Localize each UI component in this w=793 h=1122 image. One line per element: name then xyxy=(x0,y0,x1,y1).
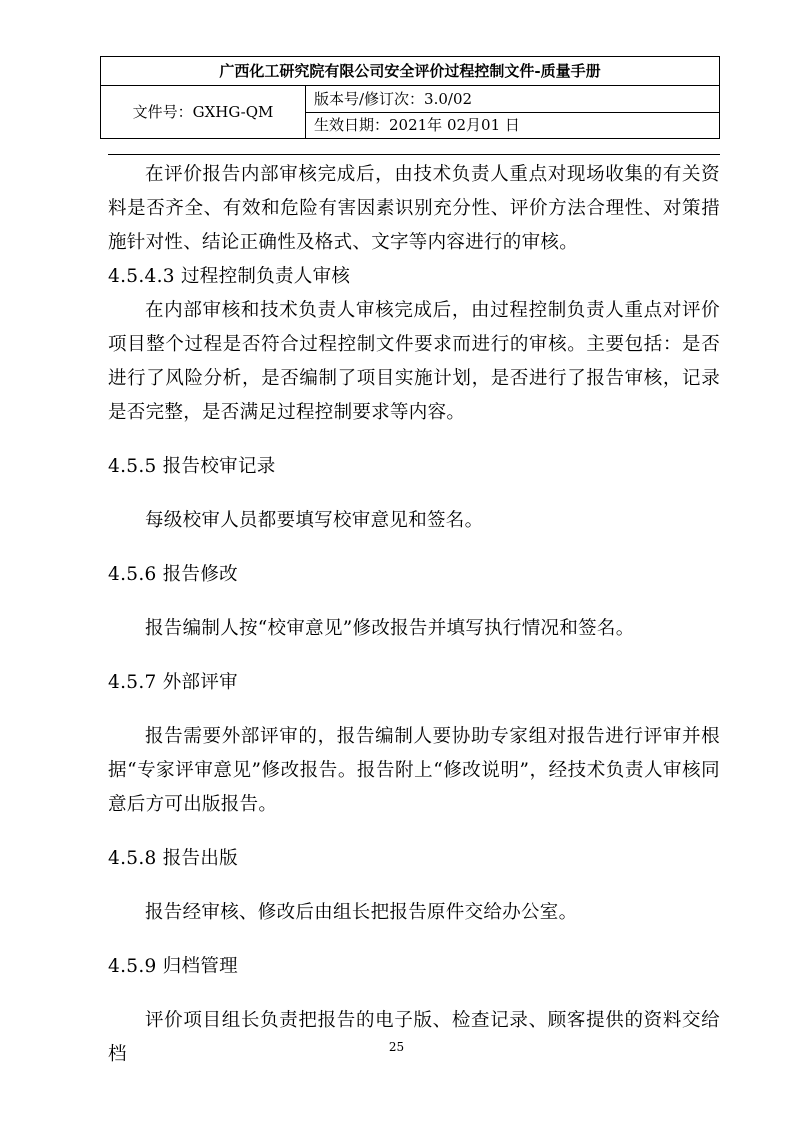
paragraph-process-control-review: 在内部审核和技术负责人审核完成后，由过程控制负责人重点对评价项目整个过程是否符合过程控制文件要求而进行的审核。主要包括：是否进行了风险分析，是否编制了项目实施计划，是否进行了报告审核，记录是否完整，是否满足过程控制要求等内容。 xyxy=(108,300,720,423)
page-number: 25 xyxy=(388,1040,405,1054)
paragraph-external-review: 报告需要外部评审的，报告编制人要协助专家组对报告进行评审并根据“专家评审意见”修改报告。报告附上“修改说明”，经技术负责人审核同意后方可出版报告。 xyxy=(108,726,720,815)
heading-4-5-9: 4.5.9 归档管理 xyxy=(108,956,238,977)
document-version: 版本号/修订次：3.0/02 xyxy=(306,86,720,113)
paragraph-archive-management: 评价项目组长负责把报告的电子版、检查记录、顾客提供的资料交给档 xyxy=(108,1010,720,1065)
heading-4-5-4-3: 4.5.4.3 过程控制负责人审核 xyxy=(108,266,351,287)
document-number: 文件号：GXHG-QM xyxy=(101,86,306,139)
paragraph-report-revision: 报告编制人按“校审意见”修改报告并填写执行情况和签名。 xyxy=(145,618,635,639)
document-effective-date: 生效日期：2021年 02月01 日 xyxy=(306,112,720,139)
heading-4-5-7: 4.5.7 外部评审 xyxy=(108,672,238,693)
paragraph-report-publication: 报告经审核、修改后由组长把报告原件交给办公室。 xyxy=(145,902,578,923)
heading-4-5-6: 4.5.6 报告修改 xyxy=(108,564,238,585)
page-body xyxy=(108,158,720,1072)
paragraph-review-record: 每级校审人员都要填写校审意见和签名。 xyxy=(145,510,484,531)
document-header-table xyxy=(100,56,720,139)
heading-4-5-8: 4.5.8 报告出版 xyxy=(108,848,238,869)
header-divider xyxy=(108,154,720,155)
document-title: 广西化工研究院有限公司安全评价过程控制文件-质量手册 xyxy=(101,57,720,86)
heading-4-5-5: 4.5.5 报告校审记录 xyxy=(108,456,276,477)
paragraph-technical-review: 在评价报告内部审核完成后，由技术负责人重点对现场收集的有关资料是否齐全、有效和危险有害因素识别充分性、评价方法合理性、对策措施针对性、结论正确性及格式、文字等内容进行的审核。 xyxy=(108,164,720,253)
